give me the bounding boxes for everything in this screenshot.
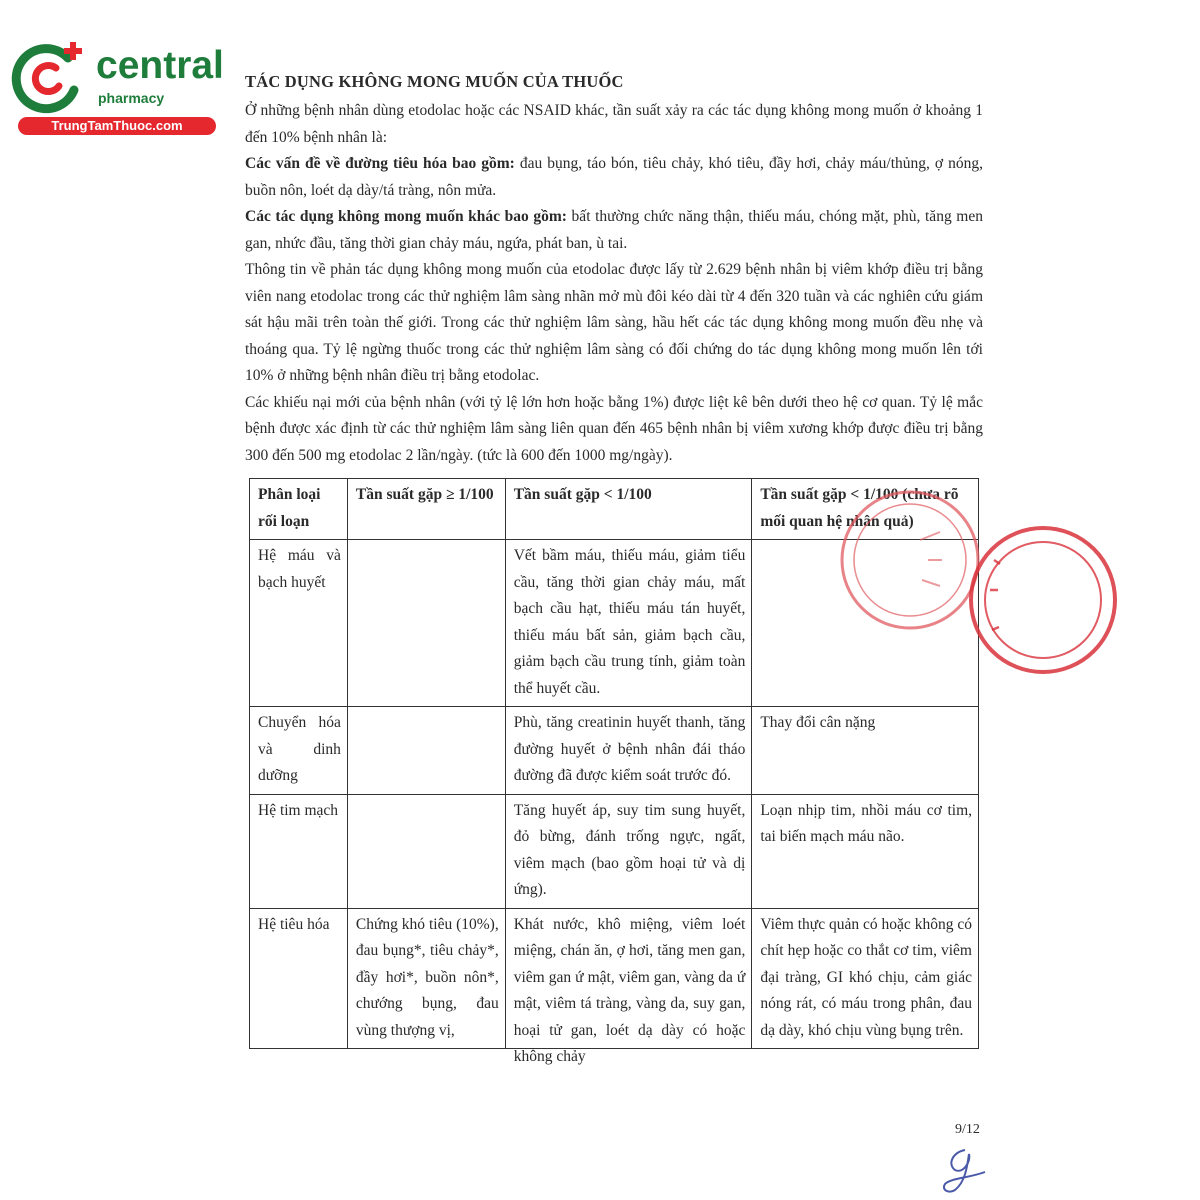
adverse-effects-table [249, 478, 979, 1065]
row-category-cardio: Hệ tim mạch [250, 794, 348, 908]
row-unknown-digestive [752, 908, 979, 1048]
table-row [250, 794, 979, 908]
brand-name: central [96, 44, 224, 87]
other-effects-text: bất thường chức năng thận, thiếu máu, chóng mặt, phù, tăng men gan, nhức đầu, tăng thời gian chảy máu, ngứa, phát ban, ù tai. [245, 208, 983, 252]
row-common-digestive-text: Chứng khó tiêu (10%), đau bụng*, tiêu chảy*, đầy hơi*, buồn nôn*, chướng bụng, đau vùng thượng vị, [355, 915, 499, 1039]
gi-effects-paragraph [245, 151, 983, 204]
row-uncommon-blood: Vết bầm máu, thiếu máu, giảm tiểu cầu, tăng thời gian chảy máu, mất bạch cầu hạt, thiếu máu tán huyết, thiếu máu bất sản, giảm bạch cầu, giảm bạch cầu trung tính, giảm toàn thể huyết cầu. [505, 540, 752, 707]
gi-effects-label: Các vấn đề về đường tiêu hóa bao gồm: [245, 155, 515, 172]
complaints-paragraph: Các khiếu nại mới của bệnh nhân (với tỷ lệ lớn hơn hoặc bằng 1%) được liệt kê bên dưới theo hệ cơ quan. Tỷ lệ mắc bệnh được xác định từ các thử nghiệm lâm sàng liên quan đến 465 bệnh nhân bị viêm xương khớp được điều trị bằng 300 đến 500 mg etodolac 2 lần/ngày. (tức là 600 đến 1000 mg/ngày). [245, 393, 983, 464]
row-uncommon-cardio: Tăng huyết áp, suy tim sung huyết, đỏ bừng, đánh trống ngực, ngất, viêm mạch (bao gồm hoại tử và dị ứng). [505, 794, 752, 908]
header-category: Phân loại rối loạn [250, 479, 348, 540]
table-row [250, 540, 979, 707]
intro-paragraph: Ở những bệnh nhân dùng etodolac hoặc các NSAID khác, tần suất xảy ra các tác dụng không mong muốn ở khoảng 1 đến 10% bệnh nhân là: [245, 102, 983, 146]
table-row [250, 908, 979, 1048]
row-unknown-cardio: Loạn nhịp tim, nhồi máu cơ tim, tai biến mạch máu não. [752, 794, 979, 908]
row-unknown-metabolism: Thay đổi cân nặng [752, 707, 979, 795]
row-common-digestive [347, 908, 505, 1048]
other-effects-label: Các tác dụng không mong muốn khác bao gồm: [245, 208, 567, 225]
other-effects-paragraph [245, 204, 983, 257]
row-category-metabolism: Chuyển hóa và dinh dưỡng [250, 707, 348, 795]
document-body [245, 72, 983, 469]
section-heading: TÁC DỤNG KHÔNG MONG MUỐN CỦA THUỐC [245, 72, 624, 91]
row-category-blood: Hệ máu và bạch huyết [250, 540, 348, 707]
brand-subtitle: pharmacy [98, 90, 165, 106]
row-common-cardio [347, 794, 505, 908]
signature-icon [935, 1142, 995, 1197]
row-common-metabolism [347, 707, 505, 795]
red-stamp-icon [968, 520, 1020, 690]
header-frequency-common: Tần suất gặp ≥ 1/100 [347, 479, 505, 540]
row-uncommon-digestive [505, 908, 752, 1065]
table-header-row [250, 479, 979, 540]
row-uncommon-digestive-text: Khát nước, khô miệng, viêm loét miệng, chán ăn, ợ hơi, tăng men gan, viêm gan ứ mật, viêm gan, vàng da ứ mật, viêm tá tràng, vàng da, suy gan, hoại tử gan, loét dạ dày có hoặc không chảy [513, 915, 746, 1065]
header-frequency-uncommon: Tần suất gặp < 1/100 [505, 479, 752, 540]
gi-effects-text: đau bụng, táo bón, tiêu chảy, khó tiêu, đầy hơi, chảy máu/thủng, ợ nóng, buồn nôn, loét dạ dày/tá tràng, nôn mửa. [245, 155, 983, 199]
central-logo-icon [10, 38, 96, 116]
row-uncommon-metabolism: Phù, tăng creatinin huyết thanh, tăng đường huyết ở bệnh nhân đái tháo đường đã được kiểm soát trước đó. [505, 707, 752, 795]
row-category-digestive: Hệ tiêu hóa [250, 908, 348, 1048]
row-unknown-digestive-text: Viêm thực quản có hoặc không có chít hẹp hoặc co thắt cơ tim, viêm đại tràng, GI khó chịu, cảm giác nóng rát, có máu trong phân, đau dạ dày, khó chịu vùng bụng trên. [760, 915, 972, 1039]
page-number: 9/12 [955, 1122, 980, 1137]
central-pharmacy-logo[interactable] [10, 38, 224, 138]
clinical-info-paragraph: Thông tin về phản tác dụng không mong muốn của etodolac được lấy từ 2.629 bệnh nhân bị viêm khớp điều trị bằng viên nang etodolac trong các thử nghiệm lâm sàng nhãn mở mù đôi kéo dài từ 4 đến 320 tuần và các nghiên cứu giám sát hậu mãi trên toàn thế giới. Trong các thử nghiệm lâm sàng, hầu hết các tác dụng không mong muốn đều nhẹ và thoáng qua. Tỷ lệ ngừng thuốc trong các thử nghiệm lâm sàng có đối chứng do tác dụng không mong muốn lên tới 10% ở những bệnh nhân điều trị bằng etodolac. [245, 261, 983, 384]
header-frequency-unknown-causal: Tần suất gặp < 1/100 (chưa rõ mối quan hệ nhân quả) [752, 479, 979, 540]
table-row [250, 707, 979, 795]
row-common-blood [347, 540, 505, 707]
site-url-badge[interactable]: TrungTamThuoc.com [18, 117, 216, 135]
company-seal-icon [880, 480, 980, 640]
